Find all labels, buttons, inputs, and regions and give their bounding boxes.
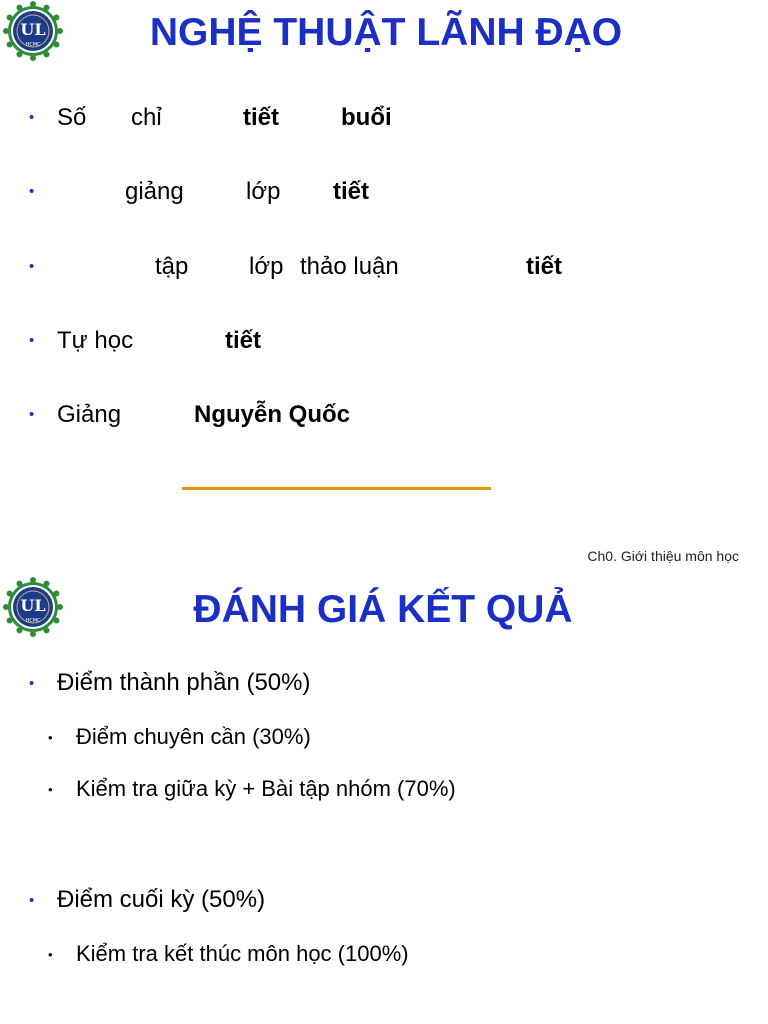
item-text-bold: tiết xyxy=(243,104,279,131)
item-text-bold: buổi xyxy=(341,104,392,131)
bullet-icon: • xyxy=(29,183,35,200)
svg-text:HCMC: HCMC xyxy=(25,42,41,48)
slide-title: ĐÁNH GIÁ KẾT QUẢ xyxy=(193,588,573,631)
list-item: Điểm chuyên cần (30%) xyxy=(76,724,311,749)
list-item: Điểm cuối kỳ (50%) xyxy=(57,886,266,913)
item-text: Số xyxy=(57,104,87,131)
bullet-icon: • xyxy=(29,109,35,126)
slide-2 xyxy=(0,575,768,1024)
bullet-icon: • xyxy=(29,892,35,909)
item-text: tập xyxy=(155,253,189,280)
item-text: Tự học xyxy=(57,327,134,354)
slide-footer: Ch0. Giới thiệu môn học xyxy=(587,548,739,564)
bullet-icon: • xyxy=(48,782,53,797)
item-text: Giảng xyxy=(57,401,122,428)
bullet-icon: • xyxy=(29,258,35,275)
bullet-icon: • xyxy=(48,947,53,962)
list-item: Kiểm tra kết thúc môn học (100%) xyxy=(76,941,409,966)
bullet-icon: • xyxy=(29,406,35,423)
list-item: Điểm thành phần (50%) xyxy=(57,669,311,696)
slide-title: NGHỆ THUẬT LÃNH ĐẠO xyxy=(149,11,623,54)
svg-text:HCMC: HCMC xyxy=(25,618,41,624)
svg-text:UL: UL xyxy=(20,20,46,39)
item-text: chỉ xyxy=(131,104,162,131)
bullet-icon: • xyxy=(29,675,35,692)
svg-text:UL: UL xyxy=(20,596,46,615)
item-text-bold: tiết xyxy=(333,178,369,205)
bullet-icon: • xyxy=(29,332,35,349)
item-text-bold: tiết xyxy=(526,253,562,280)
item-text-bold: Nguyễn Quốc xyxy=(194,401,351,428)
list-item: Kiểm tra giữa kỳ + Bài tập nhóm (70%) xyxy=(76,776,456,801)
item-text-bold: tiết xyxy=(225,327,261,354)
item-text: thảo luận xyxy=(300,253,399,280)
item-text: giảng xyxy=(125,178,184,205)
bullet-icon: • xyxy=(48,730,53,745)
divider-line xyxy=(182,487,491,490)
item-text: lớp xyxy=(249,253,284,280)
item-text: lớp xyxy=(246,178,281,205)
